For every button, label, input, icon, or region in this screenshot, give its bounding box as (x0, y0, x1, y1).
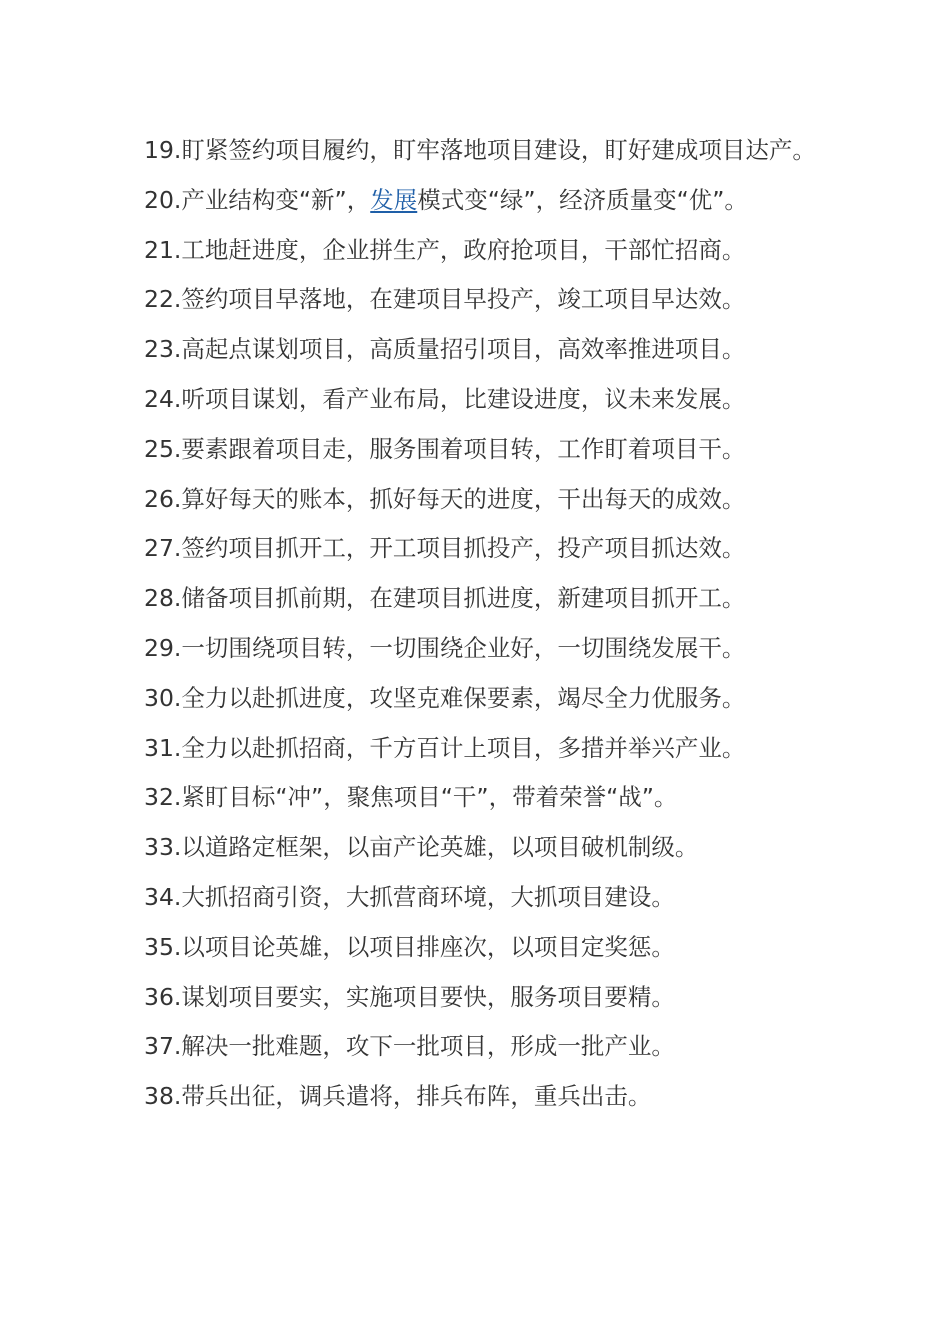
list-item: 28.储备项目抓前期，在建项目抓进度，新建项目抓开工。 (144, 584, 746, 613)
list-item: 32.紧盯目标“冲”，聚焦项目“干”，带着荣誉“战”。 (144, 783, 678, 812)
development-link[interactable]: 发展 (370, 185, 418, 214)
list-item: 36.谋划项目要实，实施项目要快，服务项目要精。 (144, 982, 675, 1011)
list-item (144, 176, 816, 226)
list-item: 19.盯紧签约项目履约，盯牢落地项目建设，盯好建成项目达产。 (144, 136, 816, 164)
slogan-list (144, 126, 816, 1122)
list-item: 34.大抓招商引资，大抓营商环境，大抓项目建设。 (144, 882, 675, 911)
line-text: 20.产业结构变“新”， (144, 185, 371, 214)
list-item: 38.带兵出征，调兵遣将，排兵布阵，重兵出击。 (144, 1082, 652, 1111)
list-item: 21.工地赶进度，企业拼生产，政府抢项目，干部忙招商。 (144, 235, 746, 264)
list-item: 29.一切围绕项目转，一切围绕企业好，一切围绕发展干。 (144, 633, 746, 662)
list-item: 23.高起点谋划项目，高质量招引项目，高效率推进项目。 (144, 335, 746, 364)
list-item: 25.要素跟着项目走，服务围着项目转，工作盯着项目干。 (144, 434, 746, 463)
list-item: 30.全力以赴抓进度，攻坚克难保要素，竭尽全力优服务。 (144, 683, 746, 712)
list-item: 22.签约项目早落地，在建项目早投产，竣工项目早达效。 (144, 285, 746, 314)
list-item: 37.解决一批难题，攻下一批项目，形成一批产业。 (144, 1032, 675, 1061)
list-item: 33.以道路定框架，以亩产论英雄，以项目破机制级。 (144, 833, 699, 862)
list-item: 31.全力以赴抓招商，千方百计上项目，多措并举兴产业。 (144, 733, 746, 762)
list-item: 24.听项目谋划，看产业布局，比建设进度，议未来发展。 (144, 384, 746, 413)
list-item: 35.以项目论英雄，以项目排座次，以项目定奖惩。 (144, 932, 675, 961)
list-item: 26.算好每天的账本，抓好每天的进度，干出每天的成效。 (144, 484, 746, 513)
line-text: 模式变“绿”，经济质量变“优”。 (417, 185, 748, 214)
list-item: 27.签约项目抓开工，开工项目抓投产，投产项目抓达效。 (144, 534, 746, 563)
